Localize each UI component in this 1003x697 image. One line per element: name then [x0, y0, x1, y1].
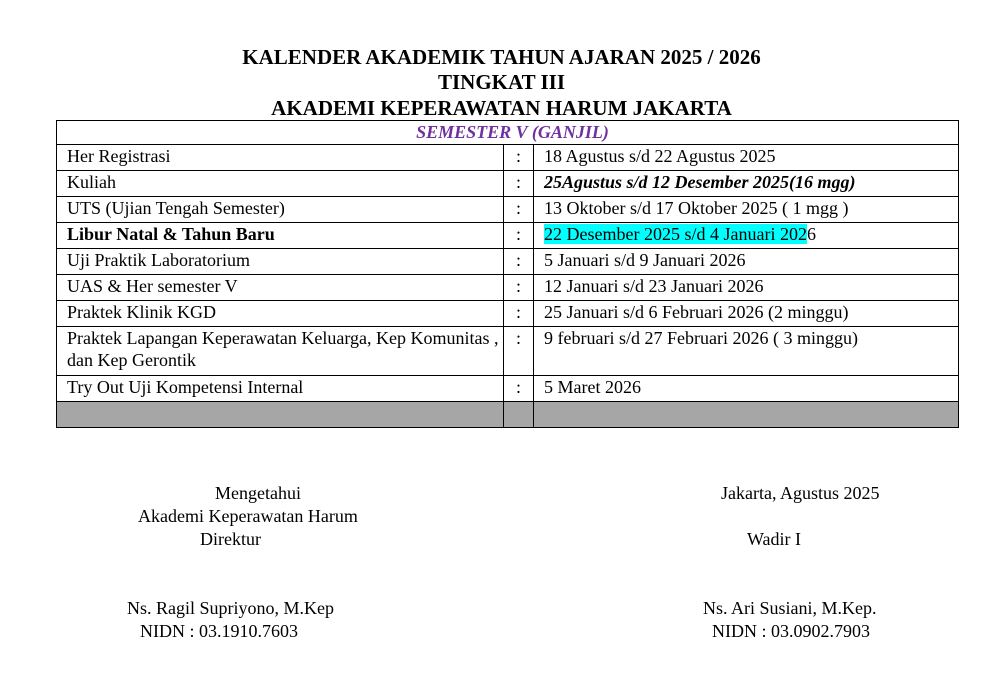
colon-cell: : [504, 275, 534, 301]
activity-cell: Try Out Uji Kompetensi Internal [57, 376, 504, 402]
date-cell: 25Agustus s/d 12 Desember 2025(16 mgg) [534, 171, 959, 197]
date-cell: 5 Maret 2026 [534, 376, 959, 402]
left-sig-nidn: NIDN : 03.1910.7603 [140, 621, 298, 641]
colon-cell: : [504, 171, 534, 197]
table-row [57, 145, 959, 171]
table-row [57, 197, 959, 223]
empty-cell [57, 402, 504, 428]
colon-cell: : [504, 249, 534, 275]
date-cell: 13 Oktober s/d 17 Oktober 2025 ( 1 mgg ) [534, 197, 959, 223]
empty-cell [504, 402, 534, 428]
date-cell: 25 Januari s/d 6 Februari 2026 (2 minggu) [534, 301, 959, 327]
table-row [57, 301, 959, 327]
activity-cell: UAS & Her semester V [57, 275, 504, 301]
activity-cell: UTS (Ujian Tengah Semester) [57, 197, 504, 223]
document-subtitle-institution: AKADEMI KEPERAWATAN HARUM JAKARTA [271, 96, 732, 120]
colon-cell: : [504, 376, 534, 402]
date-cell: 5 Januari s/d 9 Januari 2026 [534, 249, 959, 275]
right-sig-name: Ns. Ari Susiani, M.Kep. [703, 598, 877, 618]
activity-cell: Praktek Lapangan Keperawatan Keluarga, Kep Komunitas , dan Kep Gerontik [57, 327, 504, 376]
table-row [57, 275, 959, 301]
colon-cell: : [504, 301, 534, 327]
semester-label: SEMESTER V (GANJIL) [57, 121, 959, 145]
document-title: KALENDER AKADEMIK TAHUN AJARAN 2025 / 2026 [242, 45, 761, 69]
left-sig-name: Ns. Ragil Supriyono, M.Kep [127, 598, 334, 618]
calendar-table [56, 120, 959, 428]
colon-cell: : [504, 327, 534, 376]
empty-cell [534, 402, 959, 428]
highlighted-date: 22 Desember 2025 s/d 4 Januari 202 [544, 224, 807, 244]
colon-cell: : [504, 145, 534, 171]
activity-cell: Kuliah [57, 171, 504, 197]
date-cell: 18 Agustus s/d 22 Agustus 2025 [534, 145, 959, 171]
activity-cell: Her Registrasi [57, 145, 504, 171]
left-sig-acknowledged: Mengetahui [215, 483, 301, 503]
table-row [57, 376, 959, 402]
right-sig-nidn: NIDN : 03.0902.7903 [712, 621, 870, 641]
date-cell: 12 Januari s/d 23 Januari 2026 [534, 275, 959, 301]
colon-cell: : [504, 197, 534, 223]
date-suffix: 6 [806, 224, 816, 244]
table-row [57, 223, 959, 249]
date-cell [534, 223, 959, 249]
empty-shaded-row [57, 402, 959, 428]
semester-header-row [57, 121, 959, 145]
date-cell: 9 februari s/d 27 Februari 2026 ( 3 minggu) [534, 327, 959, 376]
activity-cell: Uji Praktik Laboratorium [57, 249, 504, 275]
right-sig-place-date: Jakarta, Agustus 2025 [721, 483, 880, 503]
activity-cell: Praktek Klinik KGD [57, 301, 504, 327]
activity-cell: Libur Natal & Tahun Baru [57, 223, 504, 249]
left-sig-role: Direktur [200, 529, 261, 549]
table-row [57, 249, 959, 275]
table-row [57, 327, 959, 376]
left-sig-institution: Akademi Keperawatan Harum [138, 506, 358, 526]
table-row [57, 171, 959, 197]
document-subtitle-level: TINGKAT III [437, 70, 565, 94]
colon-cell: : [504, 223, 534, 249]
right-sig-role: Wadir I [747, 529, 802, 549]
